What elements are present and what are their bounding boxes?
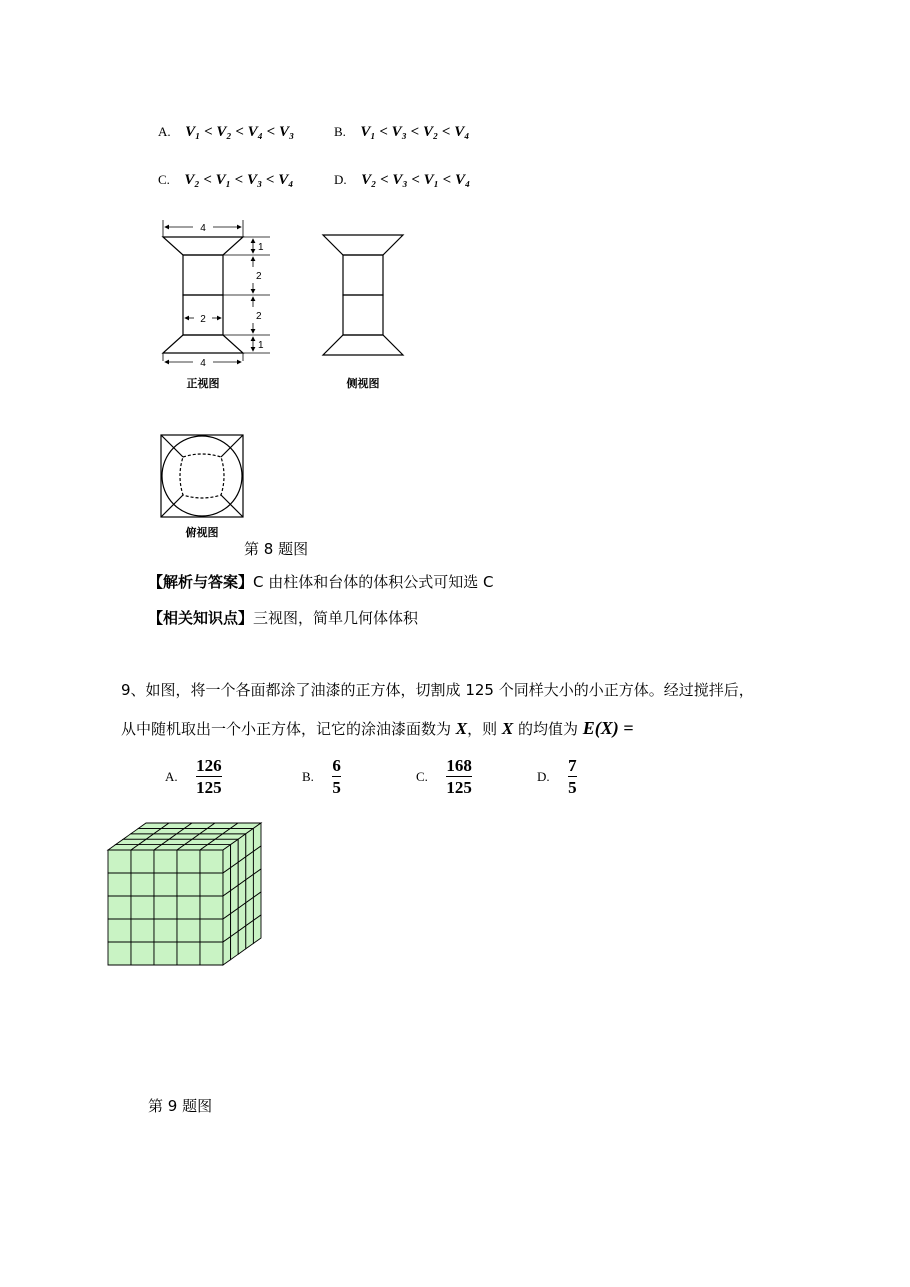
- cube-front-cell: [200, 873, 223, 896]
- denominator: 5: [568, 778, 577, 797]
- cube-front-cell: [177, 850, 200, 873]
- front-upper-cylinder: [183, 255, 223, 295]
- stem-text: ，则: [467, 720, 502, 738]
- option-label: A.: [158, 124, 171, 139]
- cube-side-cell: [246, 920, 254, 948]
- q8-knowledge: [148, 608, 418, 628]
- expectation-expression: E(X) =: [582, 718, 634, 738]
- q9-cube-figure: [100, 815, 270, 980]
- q9-figure-caption: 第 9 题图: [148, 1097, 213, 1115]
- dim-h2: 2: [256, 271, 262, 282]
- cube-front-cell: [131, 873, 154, 896]
- stem-text: 的均值为: [513, 720, 583, 738]
- q8-figure-caption: 第 8 题图: [244, 540, 309, 558]
- cube-front-cell: [108, 873, 131, 896]
- q8-option-a: [158, 124, 294, 141]
- dim-bottom-width: 4: [200, 358, 206, 369]
- cube-front-cell: [177, 942, 200, 965]
- cube-front-cell: [108, 942, 131, 965]
- cube-front-cell: [154, 850, 177, 873]
- cube-front-cell: [200, 919, 223, 942]
- option-expression: V₁ < V₂ < V₄ < V₃: [185, 124, 295, 140]
- stem-text: 从中随机取出一个小正方体，记它的涂油漆面数为: [121, 720, 456, 738]
- cube-front-cell: [154, 873, 177, 896]
- option-fraction: [446, 756, 472, 797]
- q8-analysis: [148, 572, 494, 592]
- cube-front-cell: [200, 896, 223, 919]
- top-view: [161, 435, 243, 517]
- cube-front-cell: [154, 942, 177, 965]
- cube-front-cell: [177, 919, 200, 942]
- dim-top-width: 4: [200, 223, 206, 234]
- cube-front-cell: [108, 896, 131, 919]
- cube-front-cell: [131, 919, 154, 942]
- q9-option-a: [165, 756, 222, 797]
- option-label: C.: [416, 768, 428, 784]
- cube-front-cell: [154, 896, 177, 919]
- cube-front-cell: [200, 942, 223, 965]
- q9-option-d: [537, 756, 577, 797]
- dim-h4: 1: [258, 340, 264, 351]
- q8-option-c: [158, 172, 293, 189]
- variable-x: X: [501, 719, 514, 738]
- front-bottom-frustum: [163, 335, 243, 353]
- denominator: 125: [446, 778, 472, 797]
- dim-h3: 2: [256, 311, 262, 322]
- cube-front-cell: [200, 850, 223, 873]
- q9-stem-line1: 9、如图，将一个各面都涂了油漆的正方体，切割成 125 个同样大小的小正方体。经过搅拌后，: [121, 681, 754, 699]
- numerator: 126: [196, 756, 222, 775]
- option-fraction: [196, 756, 222, 797]
- cube-front-cell: [108, 850, 131, 873]
- cube-front-cell: [108, 919, 131, 942]
- denominator: 5: [332, 778, 341, 797]
- option-fraction: [332, 756, 341, 797]
- cube-side-cell: [223, 937, 231, 965]
- q9-option-b: [302, 756, 341, 797]
- front-top-frustum: [163, 237, 243, 255]
- q8-option-d: [334, 172, 470, 189]
- numerator: 7: [568, 756, 577, 775]
- cube-front-cell: [177, 896, 200, 919]
- denominator: 125: [196, 778, 222, 797]
- option-expression: V₁ < V₃ < V₂ < V₄: [360, 124, 470, 140]
- option-fraction: [568, 756, 577, 797]
- q9-option-c: [416, 756, 472, 797]
- dim-mid-width: 2: [200, 314, 206, 325]
- q9-stem-line2: [121, 718, 634, 739]
- option-label: A.: [165, 768, 178, 784]
- knowledge-tag: 【相关知识点】: [148, 609, 254, 627]
- option-label: D.: [537, 768, 550, 784]
- cube-grid: [108, 823, 261, 965]
- dim-h1: 1: [258, 242, 264, 253]
- q8-option-b: [334, 124, 469, 141]
- cube-front-cell: [131, 896, 154, 919]
- option-label: D.: [334, 172, 347, 187]
- option-label: B.: [334, 124, 346, 139]
- cube-front-cell: [131, 850, 154, 873]
- front-view: [163, 220, 270, 362]
- cube-front-cell: [177, 873, 200, 896]
- q8-three-views-figure: [150, 215, 420, 560]
- side-view-caption: 侧视图: [346, 378, 380, 390]
- variable-x: X: [455, 719, 468, 738]
- numerator: 6: [332, 756, 341, 775]
- cube-side-cell: [238, 926, 246, 954]
- cube-side-cell: [253, 915, 261, 943]
- cube-side-cell: [231, 931, 239, 959]
- numerator: 168: [446, 756, 472, 775]
- option-expression: V₂ < V₁ < V₃ < V₄: [184, 172, 294, 188]
- option-label: C.: [158, 172, 170, 187]
- option-label: B.: [302, 768, 314, 784]
- analysis-text: C 由柱体和台体的体积公式可知选 C: [253, 573, 494, 591]
- cube-front-cell: [131, 942, 154, 965]
- cube-front-cell: [154, 919, 177, 942]
- side-view: [323, 235, 403, 355]
- analysis-tag: 【解析与答案】: [148, 573, 254, 591]
- front-view-caption: 正视图: [186, 377, 220, 390]
- knowledge-text: 三视图，简单几何体体积: [253, 609, 419, 627]
- top-view-caption: 俯视图: [185, 527, 219, 539]
- option-expression: V₂ < V₃ < V₁ < V₄: [361, 172, 471, 188]
